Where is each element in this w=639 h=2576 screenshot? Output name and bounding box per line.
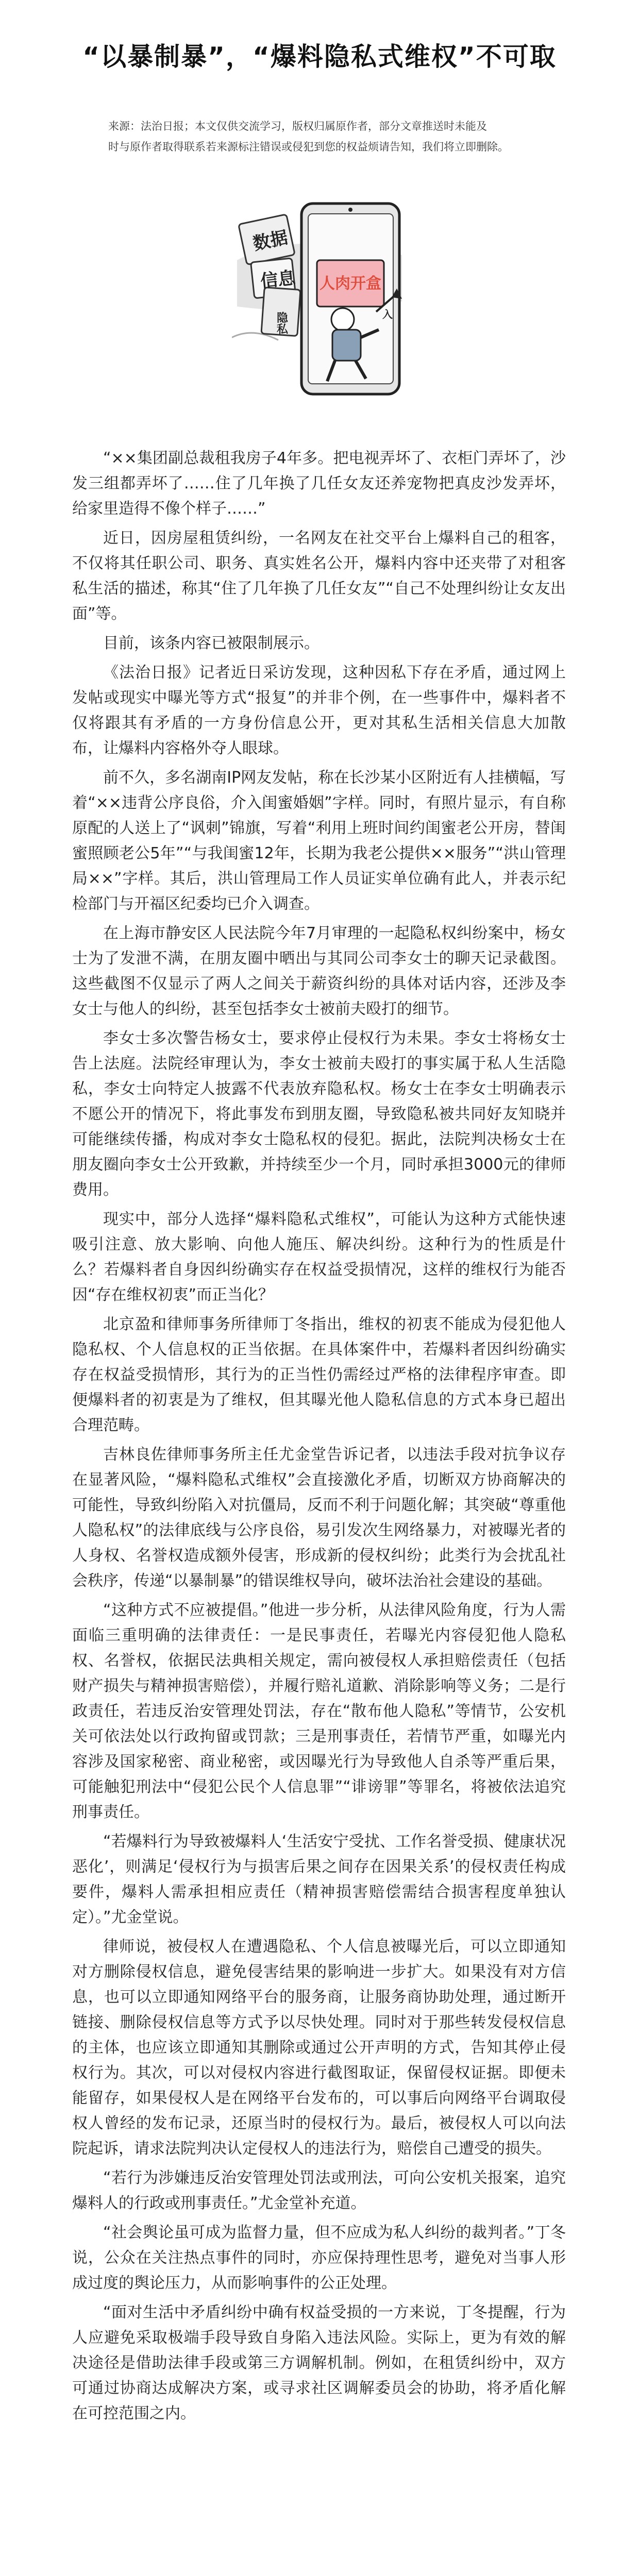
- paragraph: “这种方式不应被提倡。”他进一步分析，从法律风险角度，行为人需面临三重明确的法律责任：一是民事责任，若曝光内容侵犯他人隐私权、名誉权，依据民法典相关规定，需向被侵权人承担赔偿责任（包括财产损失与精神损害赔偿），并履行赔礼道歉、消除影响等义务；二是行政责任，若违反治安管理处罚法，存在“散布他人隐私”等情节，公安机关可依法处以行政拘留或罚款；三是刑事责任，若情节严重，如曝光内容涉及国家秘密、商业秘密，或因曝光行为导致他人自杀等严重后果，可能触犯刑法中“侵犯公民个人信息罪”“诽谤罪”等罪名，将被依法追究刑事责任。: [72, 1601, 566, 1821]
- paragraph: 目前，该条内容已被限制展示。: [103, 634, 320, 652]
- paragraph: “面对生活中矛盾纠纷中确有权益受损的一方来说，丁冬提醒，行为人应避免采取极端手段导致自身陷入违法风险。实际上，更为有效的解决途径是借助法律手段或第三方调解机制。例如，在租赁纠纷中，双方可通过协商达成解决方案，或寻求社区调解委员会的协助，将矛盾化解在可控范围之内。: [72, 2303, 566, 2422]
- privacy-label: 隐私: [275, 312, 288, 334]
- paragraph: 现实中，部分人选择“爆料隐私式维权”，可能认为这种方式能快速吸引注意、放大影响、向他人施压、解决纠纷。这种行为的性质是什么？若爆料者自身因纠纷确实存在权益受损情况，这样的维权行为能否因“存在维权初衷”而正当化？: [72, 1210, 566, 1304]
- arrow-label: 入: [382, 308, 393, 320]
- article-title: “以暴制暴”，“爆料隐私式维权”不可取: [82, 42, 557, 72]
- paragraph: “若爆料行为导致被爆料人‘生活安宁受扰、工作名誉受损、健康状况恶化’，则满足‘侵权行为与损害后果之间存在因果关系’的侵权责任构成要件，爆料人需承担相应责任（精神损害赔偿需结合损害程度单独认定）。”尤金堂说。: [72, 1833, 566, 1926]
- paragraph: “若行为涉嫌违反治安管理处罚法或刑法，可向公安机关报案，追究爆料人的行政或刑事责任。”尤金堂补充道。: [72, 2169, 566, 2212]
- article-body: [72, 446, 566, 2430]
- source-line-1: 来源：法治日报；本文仅供交流学习，版权归属原作者，部分文章推送时未能及: [108, 120, 487, 132]
- paragraph: “社会舆论虽可成为监督力量，但不应成为私人纠纷的裁判者。”丁冬说，公众在关注热点事件的同时，亦应保持理性思考，避免对当事人形成过度的舆论压力，从而影响事件的公正处理。: [72, 2224, 566, 2292]
- info-label: 信息: [259, 267, 297, 292]
- source-note: [108, 116, 531, 157]
- data-label: 数据: [251, 227, 290, 255]
- doxxing-sign-label: 人肉开盒: [320, 275, 381, 293]
- paragraph: 北京盈和律师事务所律师丁冬指出，维权的初衷不能成为侵犯他人隐私权、个人信息权的正当依据。在具体案件中，若爆料者因纠纷确实存在权益受损情形，其行为的正当性仍需经过严格的法律程序审查。即便爆料者的初衷是为了维权，但其曝光他人隐私信息的方式本身已超出合理范畴。: [72, 1315, 566, 1434]
- doxxing-illustration: [232, 183, 407, 399]
- paragraph: 吉林良佐律师事务所主任尤金堂告诉记者，以违法手段对抗争议存在显著风险，“爆料隐私式维权”会直接激化矛盾，切断双方协商解决的可能性，导致纠纷陷入对抗僵局，反而不利于问题化解；其突破“尊重他人隐私权”的法律底线与公序良俗，易引发次生网络暴力，对被曝光者的人身权、名誉权造成额外侵害，形成新的侵权纠纷；此类行为会扰乱社会秩序，传递“以暴制暴”的错误维权导向，破坏法治社会建设的基础。: [72, 1446, 566, 1590]
- paragraph: 前不久，多名湖南IP网友发帖，称在长沙某小区附近有人挂横幅，写着“××违背公序良俗，介入闺蜜婚姻”字样。同时，有照片显示，有自称原配的人送上了“讽刺”锦旗，写着“利用上班时间约闺蜜老公开房，替闺蜜照顾老公5年”“与我闺蜜12年，长期为我老公提供××服务”“洪山管理局××”字样。其后，洪山管理局工作人员证实单位确有此人，并表示纪检部门与开福区纪委均已介入调查。: [72, 769, 566, 913]
- paragraph: 李女士多次警告杨女士，要求停止侵权行为未果。李女士将杨女士告上法庭。法院经审理认为，李女士被前夫殴打的事实属于私人生活隐私，李女士向特定人披露不代表放弃隐私权。杨女士在李女士明确表示不愿公开的情况下，将此事发布到朋友圈，导致隐私被共同好友知晓并可能继续传播，构成对李女士隐私权的侵犯。据此，法院判决杨女士在朋友圈向李女士公开致歉，并持续至少一个月，同时承担3000元的律师费用。: [72, 1029, 566, 1199]
- paragraph: “××集团副总裁租我房子4年多。把电视弄坏了、衣柜门弄坏了，沙发三组都弄坏了……住了几年换了几任女友还养宠物把真皮沙发弄坏，给家里造得不像个样子……”: [72, 449, 566, 518]
- paragraph: 律师说，被侵权人在遭遇隐私、个人信息被曝光后，可以立即通知对方删除侵权信息，避免侵害结果的影响进一步扩大。如果没有对方信息，也可以立即通知网络平台的服务商，让服务商协助处理，通过断开链接、删除侵权信息等方式予以尽快处理。同时对于那些转发侵权信息的主体，也应该立即通知其删除或通过公开声明的方式，告知其停止侵权行为。其次，可以对侵权内容进行截图取证，保留侵权证据。即便未能留存，如果侵权人是在网络平台发布的，可以事后向网络平台调取侵权人曾经的发布记录，还原当时的侵权行为。最后，被侵权人可以向法院起诉，请求法院判决认定侵权人的违法行为，赔偿自己遭受的损失。: [72, 1938, 566, 2158]
- paragraph: 近日，因房屋租赁纠纷，一名网友在社交平台上爆料自己的租客，不仅将其任职公司、职务、真实姓名公开，爆料内容中还夹带了对租客私生活的描述，称其“住了几年换了几任女友”“自己不处理纠纷让女友出面”等。: [72, 529, 566, 623]
- source-line-2: 时与原作者取得联系若来源标注错误或侵犯到您的权益烦请告知，我们将立即删除。: [108, 141, 509, 153]
- paragraph: 在上海市静安区人民法院今年7月审理的一起隐私权纠纷案中，杨女士为了发泄不满，在朋友圈中晒出与其同公司李女士的聊天记录截图。这些截图不仅显示了两人之间关于薪资纠纷的具体对话内容，还涉及李女士与他人的纠纷，甚至包括李女士被前夫殴打的细节。: [72, 924, 566, 1018]
- paragraph: 《法治日报》记者近日采访发现，这种因私下存在矛盾，通过网上发帖或现实中曝光等方式“报复”的并非个例，在一些事件中，爆料者不仅将跟其有矛盾的一方身份信息公开，更对其私生活相关信息大加散布，让爆料内容格外夺人眼球。: [72, 664, 566, 757]
